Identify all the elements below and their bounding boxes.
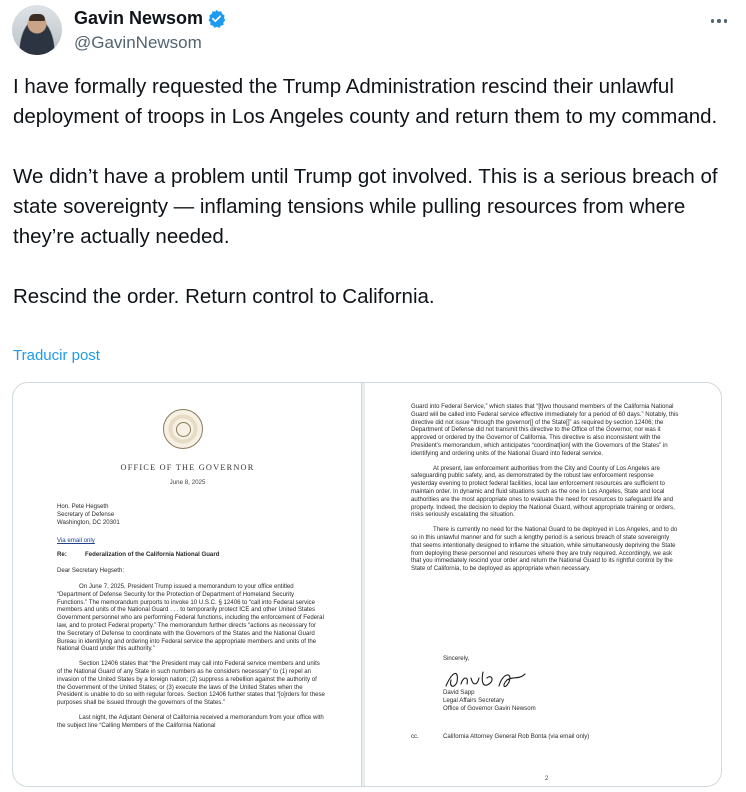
signer-line: David Sapp <box>443 689 475 696</box>
letter-paragraph: Last night, the Adjutant General of California received a memorandum from your office with the subject line “Calling Members of the California National <box>57 713 324 729</box>
letter-paragraph: There is currently no need for the National Guard to be deployed in Los Angeles, and to do so in this unlawful manner and for such a lengthy period is a serious breach of state sovereignty that seems intentionally designed to inflame the situation, while simultaneously depriving the State from deploying these personnel and resources where they are truly required. Accordingly, we ask that you immediately rescind your order and return the National Guard to its rightful control by the State of California, to be deployed as appropriate when necessary. <box>411 526 678 573</box>
letter-paragraph: Section 12406 states that “the President may call into Federal service members and units of the National Guard of any State in such numbers as he considers necessary” to (1) repel an invasion of the United States by a foreign nation; (2) suppress a rebellion against the authority of the Government of the United States; or (3) execute the laws of the United States when the President is unable to do so with regular forces. Section 12406 further states that “[o]rders for these purposes shall be issued through the governors of the States.” <box>57 660 325 707</box>
letter-page-2 <box>365 383 722 786</box>
author-handle[interactable]: @GavinNewsom <box>74 33 202 52</box>
re-label: Re: <box>57 551 67 558</box>
letter-date: June 8, 2025 <box>169 479 206 486</box>
page-number: 2 <box>545 776 549 782</box>
tweet-text <box>13 72 733 312</box>
tweet-paragraph: Rescind the order. Return control to California. <box>13 285 435 308</box>
tweet-paragraph: We didn’t have a problem until Trump got involved. This is a serious breach of state sovereignty — inflaming tensions while pulling resources from where they’re actually needed. <box>13 165 724 248</box>
tweet-image-letter[interactable] <box>12 382 722 787</box>
tweet-header <box>12 5 734 57</box>
addressee-line: Hon. Pete Hegseth <box>57 503 109 510</box>
letter-closing: Sincerely, <box>443 655 470 662</box>
signer-line: Office of Governor Gavin Newsom <box>443 704 536 712</box>
salutation: Dear Secretary Hegseth: <box>57 567 125 574</box>
letter-office-heading: OFFICE OF THE GOVERNOR <box>120 463 255 472</box>
letter-body-page-2 <box>411 403 679 580</box>
re-subject: Federalization of the California National Guard <box>85 551 220 558</box>
letter-paragraph: On June 7, 2025, President Trump issued a memorandum to your office entitled “Department of Defense Security for the Protection of Department of Homeland Security Functions.” The memorandum purports to invoke 10 U.S.C. § 12406 to “call into Federal service members and units of the National Guard . . . to temporarily protect ICE and other United States Government personnel who are performing Federal functions, including the enforcement of Federal law, and to protect Federal property.” The memorandum further directs “actions as necessary for the Secretary of Defense to coordinate with the Governors of the States and the National Guard Bureau in identifying and ordering into Federal service the appropriate members and units of the National Guard under this authority.” <box>57 583 324 653</box>
author-name[interactable]: Gavin Newsom <box>74 8 204 28</box>
translate-post-link[interactable]: Traducir post <box>13 347 100 364</box>
addressee-line: Washington, DC 20301 <box>57 518 120 526</box>
author-name-row <box>74 8 226 29</box>
letter-addressee <box>57 503 327 526</box>
letter-body-page-1 <box>57 583 325 737</box>
cc-text: California Attorney General Rob Bonta (via email only) <box>443 733 590 740</box>
author-avatar[interactable] <box>12 5 62 55</box>
via-email-note: Via email only <box>57 537 95 544</box>
letter-paragraph: Guard into Federal Service,” which states that “[t]wo thousand members of the California National Guard will be called into Federal service effective immediately for a period of 60 days.” Notably, this directive did not issue “through the governor[] of the State[]” as required by section 12406; the Department of Defense did not transmit this directive to the Office of the Governor, nor was it approved or ordered by the Governor of California. This directive is also inconsistent with the President’s memorandum, which anticipates “coordinat[ion] with the Governors of the States” in identifying and ordering units of the National Guard into federal service. <box>411 403 679 457</box>
tweet-paragraph: I have formally requested the Trump Administration rescind their unlawful deployment of troops in Los Angeles county and return them to my command. <box>13 75 718 128</box>
signer-line: Legal Affairs Secretary <box>443 696 505 704</box>
more-options-icon[interactable] <box>704 9 734 33</box>
letter-paragraph: At present, law enforcement authorities from the City and County of Los Angeles are safeguarding public safety, and, as demonstrated by the robust law enforcement response yesterday evening to protect federal facilities, local law enforcement resources are sufficient to maintain order. In dynamic and fluid situations such as the one in Los Angeles, State and local authorities are the most appropriate ones to evaluate the need for resources to safeguard life and property. Indeed, the decision to deploy the National Guard, without appropriate training or orders, risks seriously escalating the situation. <box>411 464 675 519</box>
letter-signer <box>443 689 536 712</box>
governor-seal-icon <box>163 409 203 449</box>
addressee-line: Secretary of Defense <box>57 510 115 518</box>
letter-page-1 <box>13 383 362 786</box>
cc-label: cc. <box>411 733 419 740</box>
verified-badge-icon <box>207 9 226 28</box>
